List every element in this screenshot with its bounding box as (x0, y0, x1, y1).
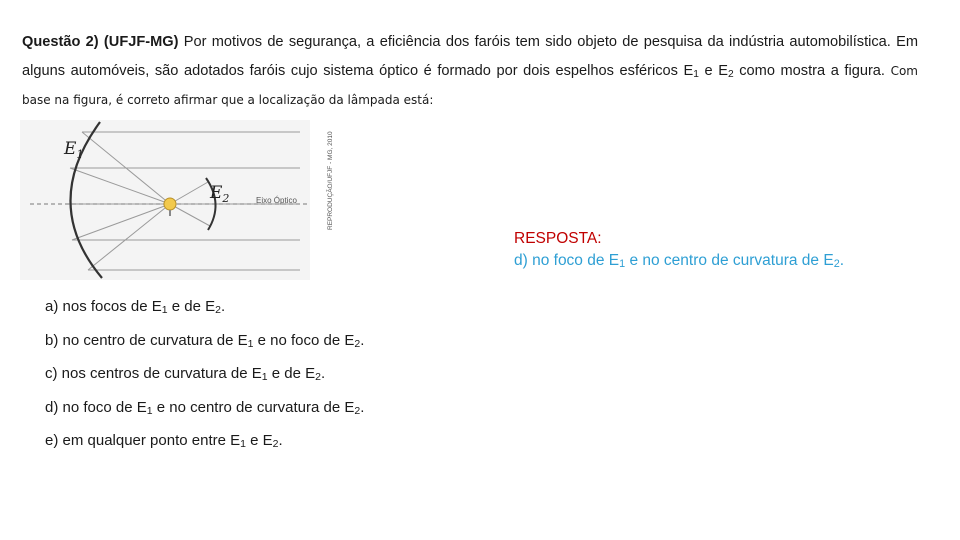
answer-label: RESPOSTA: (514, 230, 602, 247)
label-e2-sub: 2 (222, 192, 230, 205)
subscript-2: 2 (727, 69, 734, 80)
option-a: a) nos focos de $E_1$ e de $E_2$. (45, 298, 226, 316)
axis-label: Eixo Óptico (256, 196, 297, 205)
lamp-icon (164, 198, 176, 210)
question-title: Questão 2) (UFJF-MG) (22, 34, 179, 50)
question-line1: Por motivos de segurança, a eficiência dos faróis tem sido objeto de pesquisa da indústria automobilística. Em alguns automóveis, são adotados faróis cujo sistema óptico é formado por dois espelhos esféricos E (22, 34, 918, 79)
optics-diagram (20, 120, 340, 280)
question-line2-rest: como mostra a figura. (733, 63, 891, 79)
mirror-figure (20, 120, 340, 280)
question-text (22, 28, 918, 115)
label-e1: E (64, 139, 77, 159)
label-e2: E (210, 183, 223, 203)
question-line2: e E (698, 63, 728, 79)
figure-credit: REPRODUÇÃO/UFJF - MG, 2010 (327, 131, 334, 230)
option-d: d) no foco de $E_1$ e no centro de curvatura de $E_2$. (45, 398, 365, 417)
option-c: c) nos centros de curvatura de $E_1$ e de $E_2$. (45, 365, 326, 383)
question-statement: Com base na figura, é correto afirmar que a localização da lâmpada está: (22, 64, 918, 107)
options-list (45, 297, 364, 465)
subscript-1: 1 (693, 69, 699, 80)
option-b: b) no centro de curvatura de $E_1$ e no foco de $E_2$. (45, 331, 365, 350)
label-e1-sub: 1 (76, 148, 84, 161)
answer-text: d) no foco de $E_1$ e no centro de curvatura de $E_2$. (514, 252, 845, 270)
answer-block (514, 228, 844, 272)
option-e: e) em qualquer ponto entre $E_1$ e $E_2$. (45, 432, 283, 450)
